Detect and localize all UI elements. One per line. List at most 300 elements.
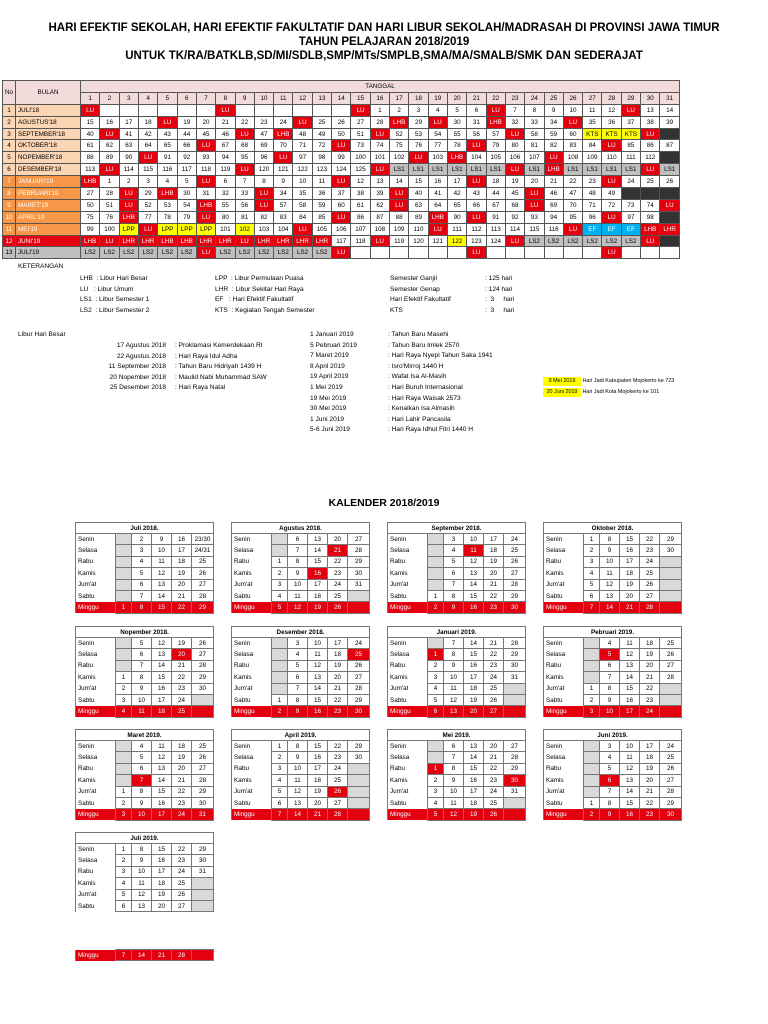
calendar-date: 1 (584, 797, 600, 808)
day-number-header: 5 (158, 92, 177, 104)
day-cell (274, 104, 293, 116)
day-name: Jum'at (232, 786, 272, 797)
day-cell: LS1 (563, 164, 582, 176)
day-cell: 90 (119, 152, 138, 164)
calendar-week-row (544, 672, 682, 683)
hari-jadi-date: 9 Mei 2019 (543, 377, 581, 386)
calendar-date: 21 (640, 786, 660, 797)
calendar-date: 27 (192, 763, 214, 774)
calendar-date: 4 (444, 545, 464, 556)
calendar-date: 13 (464, 568, 484, 579)
day-cell: LHB (81, 176, 100, 188)
text-line: 19 Mei 2019 (310, 394, 347, 402)
calendar-date: 6 (288, 672, 308, 683)
calendar-date: 15 (464, 763, 484, 774)
month-name: Mei 2019. (388, 730, 526, 741)
day-cell: LS2 (138, 247, 157, 259)
day-cell: 78 (447, 140, 466, 152)
day-cell: EF (602, 223, 621, 235)
calendar-date (504, 694, 526, 705)
day-cell: LU (119, 188, 138, 200)
day-cell: 28 (370, 116, 389, 128)
day-name: Jum'at (388, 683, 428, 694)
calendar-date: 3 (272, 579, 288, 590)
day-name: Rabu (544, 556, 584, 567)
calendar-date (504, 809, 526, 820)
day-name: Minggu (544, 809, 584, 820)
calendar-date: 12 (444, 809, 464, 820)
calendar-date: 25 (640, 568, 660, 579)
day-cell: 37 (332, 188, 351, 200)
day-number-header: 16 (370, 92, 389, 104)
calendar-date: 5 (428, 809, 444, 820)
day-cell: LU (602, 140, 621, 152)
month-label: SEPTEMBER'18 (16, 128, 81, 140)
day-cell: LHB (81, 235, 100, 247)
calendar-date: 13 (152, 649, 172, 660)
day-cell: 67 (216, 140, 235, 152)
day-cell: 18 (138, 116, 157, 128)
text-line: 1 Januari 2019 (310, 331, 354, 338)
calendar-date: 28 (192, 590, 214, 601)
day-cell: 59 (544, 128, 563, 140)
day-cell: LU (235, 164, 254, 176)
day-cell: 71 (583, 199, 602, 211)
calendar-date: 10 (132, 866, 152, 877)
day-cell: 43 (467, 188, 486, 200)
day-cell: LU (467, 176, 486, 188)
row-number: 2 (3, 116, 16, 128)
day-cell: 83 (274, 211, 293, 223)
day-cell: 16 (100, 116, 119, 128)
calendar-week-row (232, 590, 370, 601)
calendar-date: 2 (116, 683, 132, 694)
day-cell: 60 (563, 128, 582, 140)
calendar-date: 29 (348, 741, 370, 752)
calendar-date: 20 (484, 568, 504, 579)
calendar-date (272, 649, 288, 660)
calendar-date: 24 (172, 809, 192, 820)
month-name: Pebruari 2019. (544, 627, 682, 638)
day-cell (660, 188, 680, 200)
calendar-date: 26 (328, 602, 348, 613)
month-row (3, 116, 680, 128)
text-line: : Hari Raya Waisak 2573 (388, 394, 461, 402)
day-cell: 105 (312, 223, 331, 235)
calendar-date: 16 (464, 660, 484, 671)
calendar-date: 1 (272, 694, 288, 705)
day-cell: 124 (332, 164, 351, 176)
day-cell: 89 (409, 211, 428, 223)
calendar-date: 23 (172, 683, 192, 694)
text-line: : Hari Buruh Internasional (388, 383, 463, 391)
day-cell (254, 104, 273, 116)
day-cell (235, 104, 254, 116)
calendar-date: 10 (132, 694, 152, 705)
day-number-header: 20 (447, 92, 466, 104)
day-cell: 65 (447, 199, 466, 211)
calendar-date: 21 (172, 775, 192, 786)
day-cell: LU (100, 235, 119, 247)
calendar-date (504, 706, 526, 717)
calendar-week-row (232, 602, 370, 613)
day-cell: 22 (235, 116, 254, 128)
calendar-date: 19 (640, 763, 660, 774)
day-name: Minggu (544, 706, 584, 717)
day-name: Kamis (388, 568, 428, 579)
day-name: Jum'at (544, 786, 584, 797)
calendar-date (348, 763, 370, 774)
calendar-date: 7 (444, 638, 464, 649)
month-label: JULI'19 (16, 247, 81, 259)
calendar-date: 22 (484, 763, 504, 774)
day-cell: 116 (158, 164, 177, 176)
calendar-date: 23 (640, 545, 660, 556)
day-name: Sabtu (544, 694, 584, 705)
day-number-header: 6 (177, 92, 196, 104)
calendar-date: 20 (172, 579, 192, 590)
keterangan-col-4 (485, 274, 514, 316)
calendar-date: 12 (600, 579, 620, 590)
day-cell: 25 (641, 176, 660, 188)
calendar-date: 3 (584, 556, 600, 567)
calendar-week-row (388, 638, 526, 649)
calendar-date: 18 (640, 752, 660, 763)
calendar-week-row (76, 741, 214, 752)
calendar-week-row (76, 638, 214, 649)
day-number-header: 29 (621, 92, 640, 104)
calendar-week-row (544, 556, 682, 567)
calendar-date: 26 (660, 763, 682, 774)
calendar-week-row (76, 786, 214, 797)
calendar-date: 1 (428, 590, 444, 601)
day-cell (660, 128, 680, 140)
calendar-date: 18 (152, 878, 172, 889)
day-name: Rabu (544, 763, 584, 774)
day-name: Jum'at (544, 579, 584, 590)
day-name: Sabtu (388, 694, 428, 705)
title-line-2: TAHUN PELAJARAN 2018/2019 (298, 36, 470, 48)
calendar-date: 5 (444, 556, 464, 567)
day-cell: 51 (351, 128, 370, 140)
calendar-date: 25 (328, 590, 348, 601)
day-cell: 76 (100, 211, 119, 223)
day-cell: 63 (409, 199, 428, 211)
day-name: Sabtu (544, 590, 584, 601)
calendar-date: 30 (504, 660, 526, 671)
day-cell: LU (254, 199, 273, 211)
calendar-date (192, 878, 214, 889)
day-cell (138, 104, 157, 116)
calendar-date: 17 (308, 579, 328, 590)
calendar-date: 22 (172, 602, 192, 613)
calendar-date (116, 752, 132, 763)
day-cell: LPP (119, 223, 138, 235)
day-cell (660, 152, 680, 164)
calendar-date: 18 (308, 590, 328, 601)
calendar-date: 29 (348, 694, 370, 705)
day-name: Senin (76, 638, 116, 649)
day-cell: LS2 (293, 247, 312, 259)
calendar-date: 11 (444, 797, 464, 808)
calendar-date (428, 752, 444, 763)
day-name: Selasa (76, 649, 116, 660)
calendar-date (584, 638, 600, 649)
calendar-date: 22 (328, 694, 348, 705)
day-name: Selasa (388, 545, 428, 556)
day-cell: 32 (505, 116, 524, 128)
calendar-date: 24 (640, 556, 660, 567)
calendar-date: 21 (172, 660, 192, 671)
day-cell: 98 (312, 152, 331, 164)
day-cell: 24 (621, 176, 640, 188)
month-calendar (231, 522, 370, 614)
calendar-date: 29 (660, 534, 682, 545)
day-cell: 82 (544, 140, 563, 152)
day-cell: 44 (177, 128, 196, 140)
calendar-date: 19 (464, 809, 484, 820)
day-number-header: 18 (409, 92, 428, 104)
calendar-week-row (388, 752, 526, 763)
calendar-date: 8 (288, 694, 308, 705)
day-cell: LHR (254, 235, 273, 247)
calendar-date: 12 (308, 660, 328, 671)
calendar-date: 19 (620, 579, 640, 590)
text-line: 5 Pebruari 2019 (310, 341, 357, 349)
calendar-week-row (76, 809, 214, 820)
day-number-header: 31 (660, 92, 680, 104)
calendar-week-row (76, 752, 214, 763)
calendar-date: 16 (152, 797, 172, 808)
day-name: Minggu (544, 602, 584, 613)
day-cell: 123 (467, 235, 486, 247)
day-cell: 21 (216, 116, 235, 128)
calendar-week-row (544, 741, 682, 752)
text-line: 8 April 2019 (310, 362, 345, 370)
day-number-header: 8 (216, 92, 235, 104)
calendar-date: 29 (192, 602, 214, 613)
day-name: Selasa (76, 545, 116, 556)
calendar-date: 4 (272, 775, 288, 786)
calendar-date (272, 638, 288, 649)
day-cell: 70 (563, 199, 582, 211)
calendar-date: 2 (584, 545, 600, 556)
day-cell: 98 (641, 211, 660, 223)
day-cell: 44 (486, 188, 505, 200)
month-calendar (543, 729, 682, 821)
keterangan-col-2 (215, 274, 315, 316)
calendar-date (504, 683, 526, 694)
calendar-date: 8 (132, 786, 152, 797)
calendar-date: 3 (428, 786, 444, 797)
calendar-week-row (388, 775, 526, 786)
calendar-date: 26 (328, 786, 348, 797)
calendar-date: 20 (640, 775, 660, 786)
calendar-date: 7 (132, 590, 152, 601)
day-cell: LU (467, 140, 486, 152)
calendar-date (116, 568, 132, 579)
day-cell: 118 (351, 235, 370, 247)
calendar-date: 12 (152, 752, 172, 763)
day-number-header: 27 (583, 92, 602, 104)
day-name: Kamis (544, 775, 584, 786)
calendar-date: 2 (272, 706, 288, 717)
calendar-date: 29 (192, 844, 214, 855)
day-cell: KTS (602, 128, 621, 140)
calendar-date: 16 (620, 809, 640, 820)
calendar-date: 30 (660, 809, 682, 820)
day-cell: 8 (525, 104, 544, 116)
calendar-date: 10 (600, 556, 620, 567)
calendar-week-row (388, 672, 526, 683)
day-cell: 33 (525, 116, 544, 128)
month-name: Nopember 2018. (76, 627, 214, 638)
day-cell: LS2 (312, 247, 331, 259)
day-cell: LS1 (660, 164, 680, 176)
day-cell (621, 188, 640, 200)
day-name: Kamis (388, 775, 428, 786)
calendar-date (192, 889, 214, 900)
calendar-date: 5 (132, 638, 152, 649)
calendar-week-row (76, 545, 214, 556)
calendar-date: 2 (584, 809, 600, 820)
calendar-date: 15 (464, 590, 484, 601)
month-name: Juni 2019. (544, 730, 682, 741)
calendar-date: 31 (192, 809, 214, 820)
day-cell: KTS (621, 128, 640, 140)
day-name: Kamis (544, 568, 584, 579)
calendar-date: 3 (272, 763, 288, 774)
day-cell: 10 (293, 176, 312, 188)
calendar-date: 5 (600, 649, 620, 660)
calendar-date: 7 (444, 579, 464, 590)
day-number-header: 3 (119, 92, 138, 104)
calendar-date (584, 763, 600, 774)
day-cell: 107 (525, 152, 544, 164)
day-number-header: 25 (544, 92, 563, 104)
day-cell: LU (563, 223, 582, 235)
day-cell: 46 (216, 128, 235, 140)
calendar-date: 25 (328, 775, 348, 786)
calendar-date: 18 (620, 568, 640, 579)
calendar-date (584, 786, 600, 797)
month-label: JANUARI'19 (16, 176, 81, 188)
calendar-week-row (76, 590, 214, 601)
day-cell: LS2 (525, 235, 544, 247)
calendar-date: 20 (620, 590, 640, 601)
calendar-date: 22 (172, 672, 192, 683)
calendar-week-row (544, 775, 682, 786)
row-number: 7 (3, 176, 16, 188)
calendar-week-row (544, 638, 682, 649)
calendar-week-row (544, 545, 682, 556)
day-name: Rabu (232, 763, 272, 774)
day-cell: 114 (505, 223, 524, 235)
day-cell (544, 247, 563, 259)
day-cell: 13 (641, 104, 660, 116)
calendar-date (584, 741, 600, 752)
row-number: 4 (3, 140, 16, 152)
calendar-date: 29 (192, 786, 214, 797)
no-header: No (3, 81, 16, 105)
day-cell: LU (525, 188, 544, 200)
day-cell (119, 104, 138, 116)
day-cell: LHR (119, 235, 138, 247)
day-name: Rabu (76, 763, 116, 774)
hari-jadi-date: 20 Juni 2019 (543, 388, 581, 397)
calendar-date: 15 (308, 741, 328, 752)
day-cell: 49 (602, 188, 621, 200)
text-line: : Wafat Isa Al-Masih (388, 373, 447, 381)
row-number: 5 (3, 152, 16, 164)
calendar-date: 12 (288, 786, 308, 797)
day-cell: 108 (370, 223, 389, 235)
day-cell: 17 (447, 176, 466, 188)
day-cell: 12 (351, 176, 370, 188)
day-cell: 15 (81, 116, 100, 128)
day-cell: 37 (621, 116, 640, 128)
calendar-date: 9 (444, 602, 464, 613)
day-cell: 119 (216, 164, 235, 176)
calendar-date: 24 (504, 534, 526, 545)
text-line: : 125 hari (485, 275, 513, 282)
tanggal-header: TANGGAL (81, 81, 680, 93)
day-cell: 12 (602, 104, 621, 116)
calendar-date: 10 (308, 638, 328, 649)
calendar-date: 13 (308, 672, 328, 683)
calendar-date: 2 (116, 855, 132, 866)
month-row (3, 199, 680, 211)
text-line: 20 Nopember 2018 (109, 373, 166, 381)
calendar-date: 2 (428, 775, 444, 786)
day-cell: 101 (370, 152, 389, 164)
calendar-week-row (388, 602, 526, 613)
calendar-date: 24/31 (192, 545, 214, 556)
calendar-date: 10 (152, 545, 172, 556)
calendar-date: 18 (172, 556, 192, 567)
calendar-date: 12 (152, 568, 172, 579)
day-name: Rabu (388, 763, 428, 774)
calendar-date: 11 (288, 590, 308, 601)
calendar-date: 9 (600, 694, 620, 705)
day-cell: 52 (138, 199, 157, 211)
calendar-date: 30 (504, 602, 526, 613)
calendar-date (192, 900, 214, 911)
day-name: Sabtu (232, 590, 272, 601)
day-cell: LU (370, 235, 389, 247)
month-name: Maret 2019. (76, 730, 214, 741)
calendar-date: 2 (272, 568, 288, 579)
calendar-date: 28 (172, 950, 192, 961)
day-cell: 84 (293, 211, 312, 223)
day-cell: 48 (583, 188, 602, 200)
calendar-date: 26 (504, 556, 526, 567)
day-number-header: 9 (235, 92, 254, 104)
calendar-week-row (232, 638, 370, 649)
day-name: Senin (388, 534, 428, 545)
hari-jadi-text: Hari Jadi Kabupaten Mojokerto ke 723 (581, 378, 675, 384)
day-cell: LU (196, 140, 215, 152)
day-name: Senin (232, 741, 272, 752)
day-cell: LPP (158, 223, 177, 235)
calendar-date: 25 (192, 741, 214, 752)
day-cell: 92 (177, 152, 196, 164)
calendar-week-row (232, 683, 370, 694)
day-cell: LHB (641, 223, 660, 235)
day-name: Selasa (76, 855, 116, 866)
row-number: 8 (3, 188, 16, 200)
day-cell: 124 (486, 235, 505, 247)
